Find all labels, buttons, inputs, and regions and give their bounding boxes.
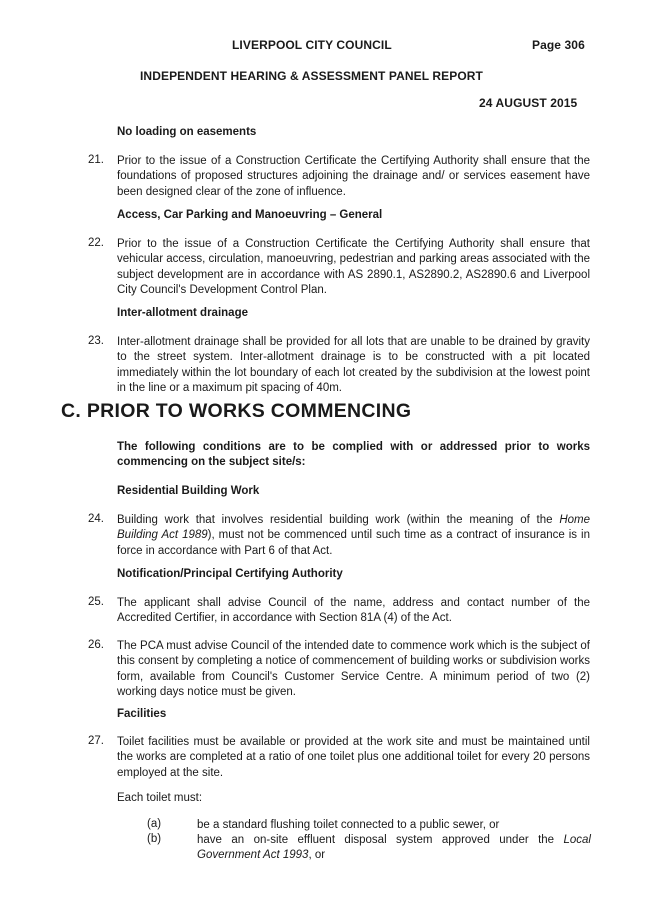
heading-access-parking: Access, Car Parking and Manoeuvring – General [117,209,383,221]
each-toilet-lead: Each toilet must: [117,792,203,804]
condition-number-24: 24. [88,513,104,525]
section-intro: The following conditions are to be complied with or addressed prior to works commencing on the subject site/s: [117,441,590,469]
condition-text-21: Prior to the issue of a Construction Certificate the Certifying Authority shall ensure that the foundations of proposed structures adjoining the drainage and/ or services easement have been designed clear of the zone of influence. [117,155,590,198]
header-council: LIVERPOOL CITY COUNCIL [232,38,392,52]
condition-number-26: 26. [88,639,104,651]
heading-facilities: Facilities [117,708,167,720]
section-heading-c: C. PRIOR TO WORKS COMMENCING [61,400,412,422]
condition-text-25: The applicant shall advise Council of the name, address and contact number of the Accredited Certifier, in accordance with Section 81A (4) of the Act. [117,597,590,625]
heading-residential-work: Residential Building Work [117,485,260,497]
condition-text-23: Inter-allotment drainage shall be provided for all lots that are unable to be drained by gravity to the street system. Inter-allotment drainage is to be constructed with a pit located immediately within the lot boundary of each lot created by the subdivision at the lowest point in the line or a maximum pit spacing of 40m. [117,336,590,394]
heading-easements: No loading on easements [117,126,257,138]
list-text-b-b: , or [308,849,326,862]
header-report-title: INDEPENDENT HEARING & ASSESSMENT PANEL REPORT [140,69,483,83]
condition-number-22: 22. [88,237,104,249]
condition-text-26: The PCA must advise Council of the intended date to commence work which is the subject of this consent by completing a notice of commencement of building works or subdivision works form, available from Council's Customer Service Centre. A minimum period of two (2) working days notice must be given. [117,640,590,698]
list-text-b-a: have an on-site effluent disposal system approved under the [197,834,564,846]
condition-number-23: 23. [88,335,104,347]
condition-text-22: Prior to the issue of a Construction Certificate the Certifying Authority shall ensure that vehicular access, circulation, manoeuvring, pedestrian and parking areas associated with the subject development are in accordance with AS 2890.1, AS2890.2, AS2890.6 and Liverpool City Council's Development Control Plan. [117,238,590,296]
list-text-a: be a standard flushing toilet connected to a public sewer, or [197,819,500,831]
condition-text-24-b: ), must not be commenced until such time as a contract of insurance is in force in accordance with Part 6 of that Act. [117,529,590,557]
list-label-b: (b) [147,833,162,845]
act-name-home-building: Home Building Act 1989 [117,514,590,542]
condition-text-24-a: Building work that involves residential building work (within the meaning of the [117,514,560,526]
list-label-a: (a) [147,818,162,830]
heading-drainage: Inter-allotment drainage [117,307,248,319]
act-name-local-government: Local Government Act 1993 [197,834,591,862]
list-text-b [197,833,591,864]
condition-number-21: 21. [88,154,104,166]
condition-number-25: 25. [88,596,104,608]
condition-number-27: 27. [88,735,104,747]
heading-notification: Notification/Principal Certifying Authority [117,568,343,580]
condition-text-24 [117,513,590,559]
condition-text-27: Toilet facilities must be available or provided at the work site and must be maintained until the works are completed at a ratio of one toilet plus one additional toilet for every 20 persons employed at the site. [117,736,590,779]
header-date: 24 AUGUST 2015 [479,96,578,110]
header-page-number: Page 306 [532,38,585,52]
